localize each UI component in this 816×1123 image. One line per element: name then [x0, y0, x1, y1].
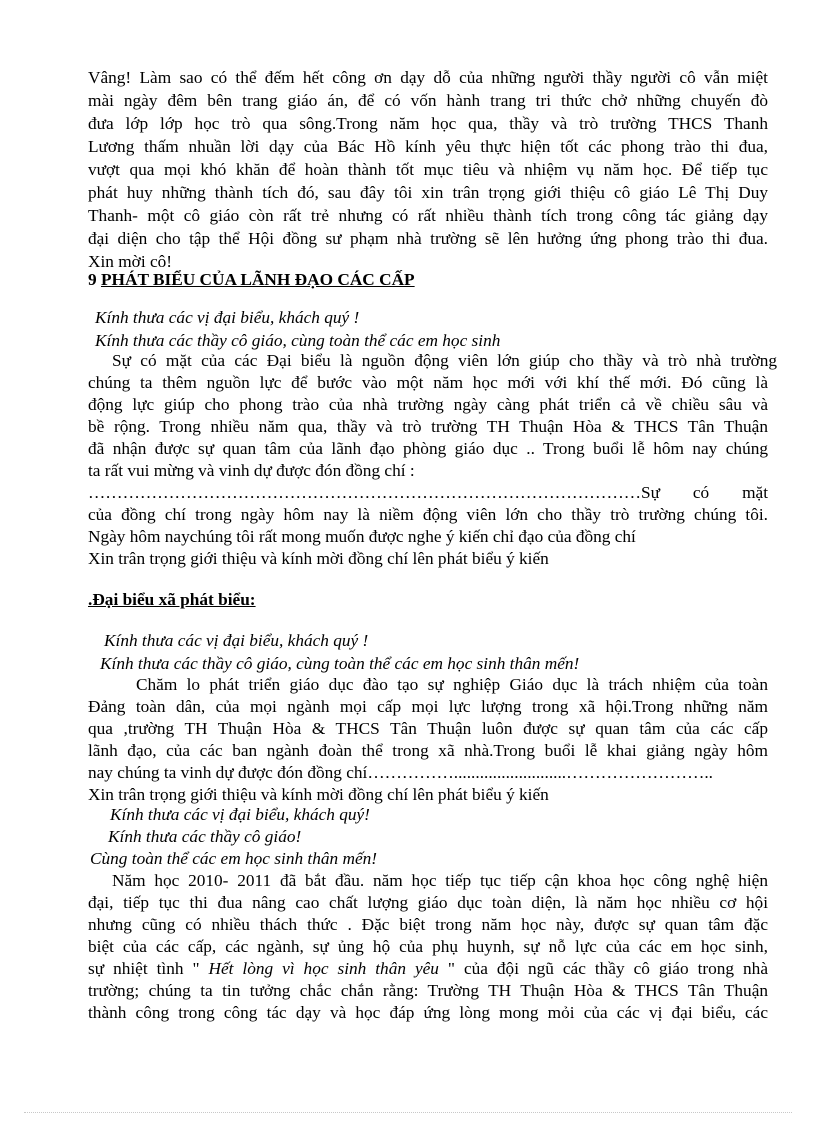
slogan-text: Hết lòng vì học sinh thân yêu	[208, 959, 439, 978]
text-line: Năm học 2010- 2011 đã bắt đầu. năm học tiếp tục tiếp cận khoa học công nghệ hiện	[112, 871, 768, 890]
text-line	[88, 959, 768, 979]
greeting-line: Cùng toàn thể các em học sinh thân mến!	[90, 849, 378, 868]
page-bottom-divider	[24, 1112, 792, 1113]
text-line: trường; chúng ta tin tưởng chắc chắn rằng: Trường TH Thuận Hòa & THCS Tân Thuận	[88, 981, 768, 1000]
section-heading	[88, 270, 415, 290]
text-line: đã nhận được sự quan tâm của lãnh đạo phòng giáo dục .. Trong buổi lễ hôm nay chúng	[88, 439, 768, 458]
section-number: 9	[88, 270, 101, 289]
text-line: Đảng toàn dân, của mọi ngành mọi cấp mọi lực lượng trong xã hội.Trong những năm	[88, 697, 768, 716]
section-title: PHÁT BIỂU CỦA LÃNH ĐẠO CÁC CẤP	[100, 270, 415, 289]
text-line: chúng ta thêm nguồn lực để bước vào một năm học mới với khí thế mới. Đó cũng là	[88, 373, 768, 392]
text-line: Vâng! Làm sao có thể đếm hết công ơn dạy dỗ của những người thầy người cô vẫn miệt	[88, 68, 768, 87]
text-line: nay chúng ta vinh dự được đón đồng chí……………..........................……………………..	[88, 763, 713, 782]
text-line: Sự có mặt của các Đại biểu là nguồn động viên lớn giúp cho thầy và trò nhà trường	[112, 351, 777, 370]
text-line: bề rộng. Trong nhiều năm qua, thầy và trò trường TH Thuận Hòa & THCS Tân Thuận	[88, 417, 768, 436]
text-line: đại, tiếp tục thi đua nâng cao chất lượng giáo dục toàn diện, là năm học nhiều cơ hội	[88, 893, 768, 912]
text-line: nhưng cũng có nhiều thách thức . Đặc biệt trong năm học này, được sự quan tâm đặc	[88, 915, 768, 934]
text-line: ……………………………………………………………………………………Sự có mặt	[88, 483, 768, 502]
text-line: Xin mời cô!	[88, 252, 173, 271]
greeting-line: Kính thưa các thầy cô giáo!	[108, 827, 302, 846]
greeting-line: Kính thưa các vị đại biểu, khách quý!	[110, 805, 370, 824]
text-line: lãnh đạo, của các ban ngành đoàn thể trong xã nhà.Trong buổi lễ khai giảng ngày hôm	[88, 741, 768, 760]
text-line: động lực giúp cho phong trào của nhà trường ngày càng phát triển cả về chiều sâu và	[88, 395, 768, 414]
commune-heading: .Đại biểu xã phát biểu:	[88, 590, 256, 609]
text-line: thành công trong công tác dạy và học đáp ứng lòng mong mỏi của các vị đại biểu, các	[88, 1003, 768, 1022]
greeting-line: Kính thưa các vị đại biểu, khách quý !	[104, 631, 369, 650]
text-line: đại diện cho tập thể Hội đồng sư phạm nhà trường sẽ lên hưởng ứng phong trào thi đua.	[88, 229, 768, 248]
greeting-line: Kính thưa các thầy cô giáo, cùng toàn thể các em học sinh thân mến!	[100, 654, 580, 673]
text-segment: sự nhiệt tình "	[88, 959, 209, 978]
text-line: Chăm lo phát triển giáo dục đào tạo sự nghiệp Giáo dục là trách nhiệm của toàn	[136, 675, 768, 694]
text-line: đưa lớp lớp học trò qua sông.Trong năm học qua, thầy và trò trường THCS Thanh	[88, 114, 768, 133]
text-line: phát huy những thành tích đó, sau đây tôi xin trân trọng giới thiệu cô giáo Lê Thị Duy	[88, 183, 768, 202]
text-line: vượt qua mọi khó khăn để hoàn thành tốt mục tiêu và nhiệm vụ năm học. Để tiếp tục	[88, 160, 768, 179]
text-line: Thanh- một cô giáo còn rất trẻ nhưng có rất nhiều thành tích trong công tác giảng dạy	[88, 206, 768, 225]
text-line: Lương thấm nhuần lời dạy của Bác Hồ kính yêu thực hiện tốt các phong trào thi đua,	[88, 137, 768, 156]
text-line: Ngày hôm naychúng tôi rất mong muốn được nghe ý kiến chỉ đạo của đồng chí	[88, 527, 636, 546]
text-line: của đồng chí trong ngày hôm nay là niềm động viên lớn cho thầy trò trường chúng tôi.	[88, 505, 768, 524]
text-line: Xin trân trọng giới thiệu và kính mời đồng chí lên phát biểu ý kiến	[88, 785, 549, 804]
greeting-line: Kính thưa các thầy cô giáo, cùng toàn thể các em học sinh	[95, 331, 501, 350]
text-line: Xin trân trọng giới thiệu và kính mời đồng chí lên phát biểu ý kiến	[88, 549, 549, 568]
text-line: qua ,trường TH Thuận Hòa & THCS Tân Thuận luôn được sự quan tâm của các cấp	[88, 719, 768, 738]
text-segment: " của đội ngũ các thầy cô giáo trong nhà	[438, 959, 768, 978]
text-line: biệt của các cấp, các ngành, sự ủng hộ của phụ huynh, sự nỗ lực của các em học sinh,	[88, 937, 768, 956]
text-line: ta rất vui mừng và vinh dự được đón đồng chí :	[88, 461, 415, 480]
text-line: mài ngày đêm bên trang giáo án, để có vốn hành trang tri thức chở những chuyến đò	[88, 91, 768, 110]
greeting-line: Kính thưa các vị đại biểu, khách quý !	[95, 308, 360, 327]
